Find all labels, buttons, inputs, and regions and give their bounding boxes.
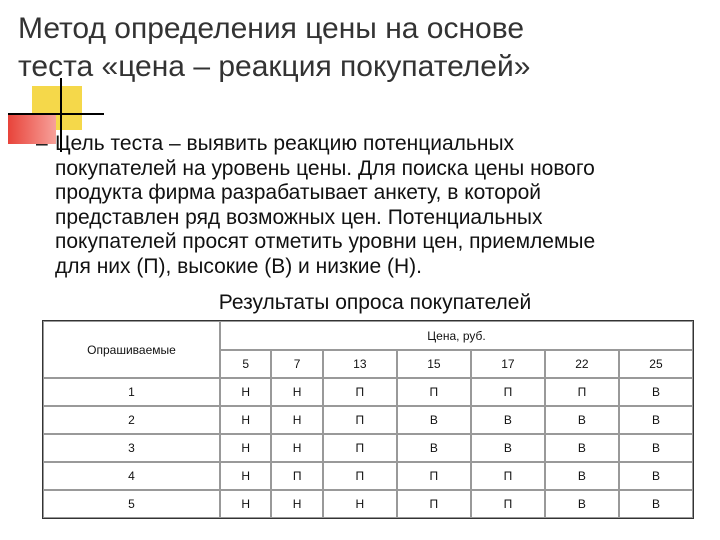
- response-cell: В: [545, 490, 619, 518]
- body-line: Цель теста – выявить реакцию потенциальных: [55, 132, 515, 155]
- price-cell: 22: [545, 350, 619, 378]
- response-cell: П: [471, 378, 545, 406]
- table-row: [43, 462, 693, 490]
- respondent-id: 3: [43, 434, 220, 462]
- response-cell: П: [323, 434, 397, 462]
- response-cell: П: [271, 462, 322, 490]
- price-cell: 13: [323, 350, 397, 378]
- respondent-id: 4: [43, 462, 220, 490]
- title-line-2: теста «цена – реакция покупателей»: [18, 50, 531, 83]
- price-cell: 5: [220, 350, 271, 378]
- respondents-header: Опрашиваемые: [43, 321, 220, 378]
- response-cell: Н: [271, 490, 322, 518]
- response-cell: Н: [220, 434, 271, 462]
- response-cell: В: [471, 406, 545, 434]
- response-cell: П: [323, 406, 397, 434]
- decor-red-bar: [8, 114, 56, 144]
- body-line: покупателей на уровень цены. Для поиска цены нового: [55, 156, 595, 180]
- response-cell: Н: [323, 490, 397, 518]
- response-cell: В: [619, 462, 693, 490]
- response-cell: Н: [220, 490, 271, 518]
- response-cell: Н: [220, 462, 271, 490]
- price-cell: 7: [271, 350, 322, 378]
- body-line: для них (П), высокие (В) и низкие (Н).: [55, 254, 422, 278]
- response-cell: П: [471, 462, 545, 490]
- price-header: Цена, руб.: [220, 321, 693, 350]
- response-cell: П: [323, 378, 397, 406]
- response-cell: Н: [271, 434, 322, 462]
- body-line: продукта фирма разрабатывает анкету, в которой: [55, 181, 541, 204]
- table-row: [43, 434, 693, 462]
- price-cell: 25: [619, 350, 693, 378]
- respondent-id: 5: [43, 490, 220, 518]
- response-cell: Н: [271, 378, 322, 406]
- response-cell: Н: [271, 406, 322, 434]
- table-row: [43, 378, 693, 406]
- response-cell: В: [545, 406, 619, 434]
- response-cell: П: [545, 378, 619, 406]
- response-cell: П: [323, 462, 397, 490]
- response-cell: В: [545, 434, 619, 462]
- body-paragraph: [55, 132, 705, 279]
- response-cell: В: [619, 434, 693, 462]
- response-cell: В: [471, 434, 545, 462]
- response-cell: В: [619, 378, 693, 406]
- title-line-1: Метод определения цены на основе: [18, 12, 525, 45]
- response-cell: Н: [220, 406, 271, 434]
- body-line: покупателей просят отметить уровни цен, приемлемые: [55, 230, 596, 253]
- respondent-id: 2: [43, 406, 220, 434]
- response-cell: П: [471, 490, 545, 518]
- bullet-dash: –: [36, 132, 48, 155]
- survey-results-table: [42, 320, 694, 519]
- slide-title: [18, 10, 708, 86]
- response-cell: В: [619, 490, 693, 518]
- body-line: представлен ряд возможных цен. Потенциальных: [55, 205, 543, 229]
- response-cell: В: [545, 462, 619, 490]
- response-cell: В: [397, 434, 471, 462]
- price-cell: 15: [397, 350, 471, 378]
- response-cell: Н: [220, 378, 271, 406]
- results-title: Результаты опроса покупателей: [218, 291, 532, 314]
- respondent-id: 1: [43, 378, 220, 406]
- price-cell: 17: [471, 350, 545, 378]
- response-cell: П: [397, 490, 471, 518]
- response-cell: В: [397, 406, 471, 434]
- response-cell: В: [619, 406, 693, 434]
- response-cell: П: [397, 462, 471, 490]
- table-row: [43, 406, 693, 434]
- table-row: [43, 490, 693, 518]
- decor-horizontal-line: [8, 113, 104, 115]
- response-cell: П: [397, 378, 471, 406]
